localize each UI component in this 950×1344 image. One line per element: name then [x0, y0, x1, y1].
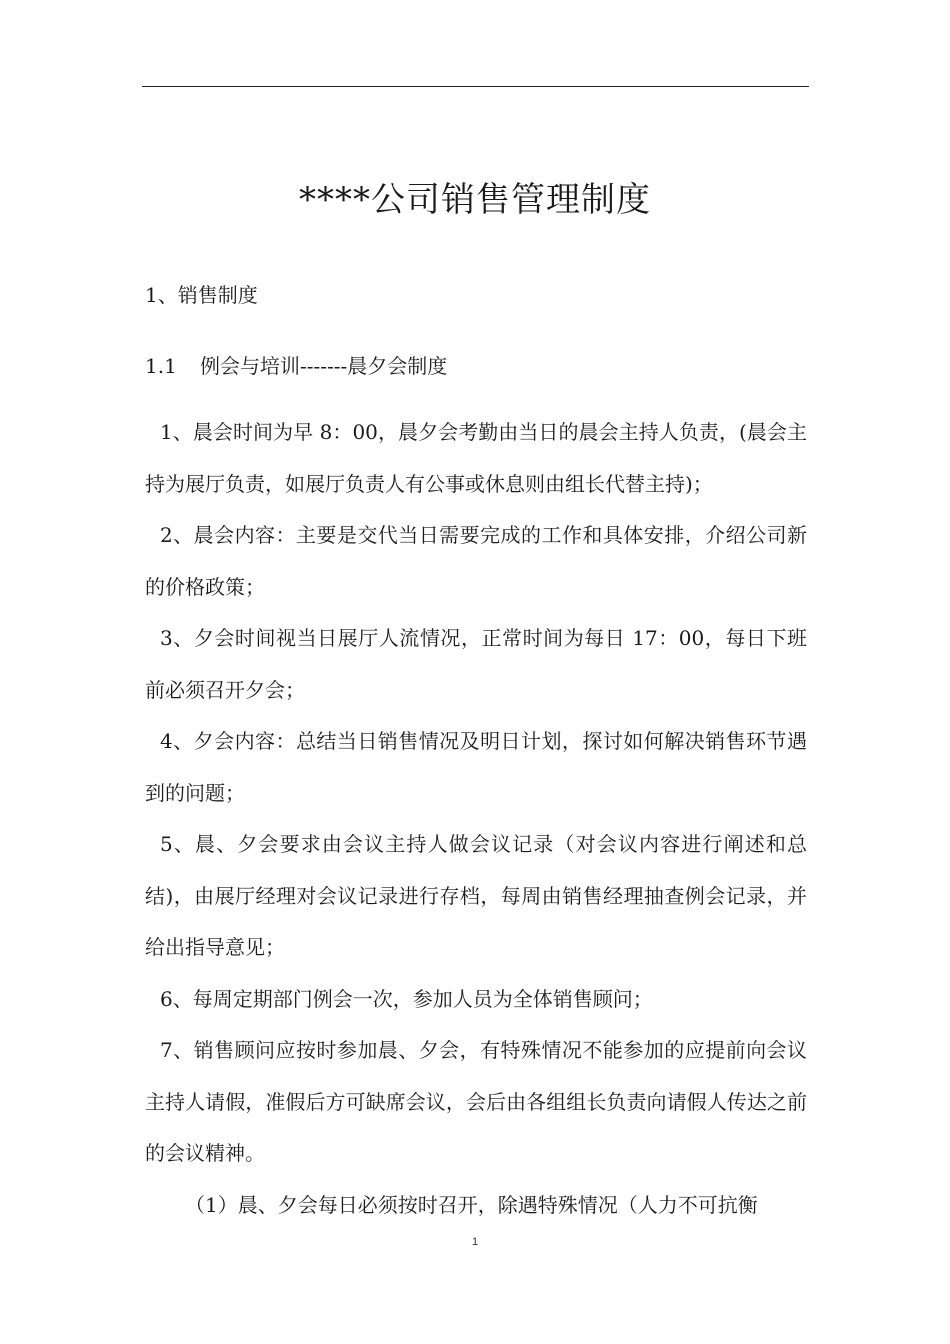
section-heading-1: 1、销售制度 [145, 283, 258, 307]
document-title: ****公司销售管理制度 [299, 180, 651, 220]
paragraph-item: 7、销售顾问应按时参加晨、夕会，有特殊情况不能参加的应提前向会议主持人请假，准假后方可缺席会议，会后由各组组长负责向请假人传达之前的会议精神。 [145, 1038, 807, 1165]
paragraph-item: 2、晨会内容：主要是交代当日需要完成的工作和具体安排，介绍公司新的价格政策； [145, 523, 807, 599]
document-body [145, 407, 807, 1231]
paragraph-item: 6、每周定期部门例会一次，参加人员为全体销售顾问； [160, 986, 653, 1011]
paragraph-item: 1、晨会时间为早 8：00，晨夕会考勤由当日的晨会主持人负责，(晨会主持为展厅负责，如展厅负责人有公事或休息则由组长代替主持)； [145, 420, 807, 496]
paragraph-item: 3、夕会时间视当日展厅人流情况，正常时间为每日 17：00，每日下班前必须召开夕会； [145, 626, 807, 702]
section-title: 例会与培训-------晨夕会制度 [200, 354, 448, 378]
paragraph-item: 4、夕会内容：总结当日销售情况及明日计划，探讨如何解决销售环节遇到的问题； [145, 729, 807, 805]
page-number: 1 [471, 1236, 479, 1248]
sub-paragraph: （1）晨、夕会每日必须按时召开，除遇特殊情况（人力不可抗衡 [185, 1192, 758, 1217]
paragraph-item: 5、晨、夕会要求由会议主持人做会议记录（对会议内容进行阐述和总结)，由展厅经理对会议记录进行存档，每周由销售经理抽查例会记录，并给出指导意见； [145, 832, 807, 959]
header-rule [142, 86, 809, 87]
section-heading-1-1 [145, 351, 447, 381]
section-number: 1.1 [145, 354, 177, 378]
